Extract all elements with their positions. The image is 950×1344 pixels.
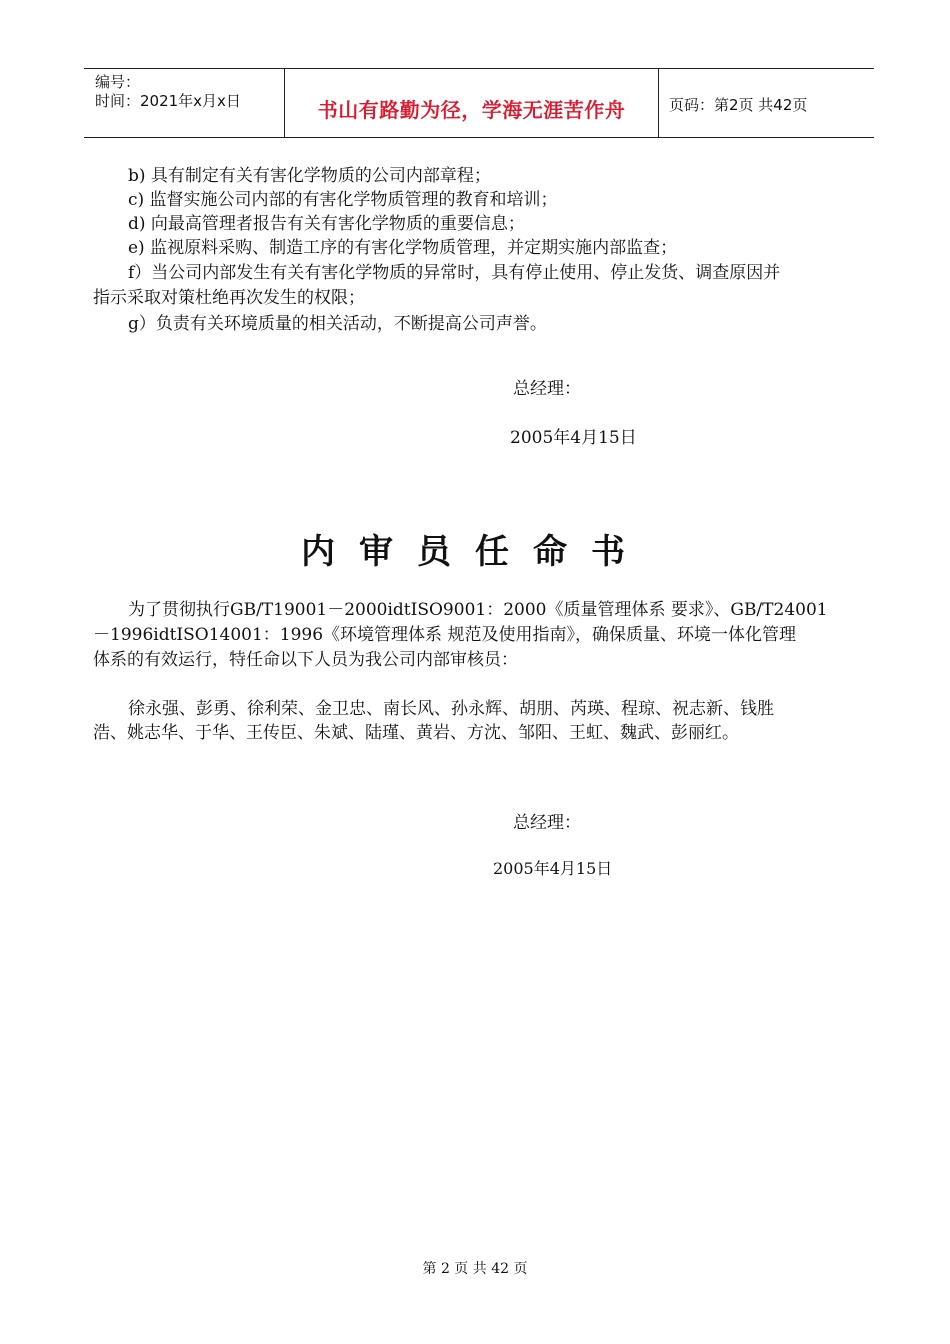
signature-title: 总经理： bbox=[513, 813, 581, 833]
page-footer: 第 2 页 共 42 页 bbox=[422, 1261, 528, 1277]
document-time-label: 时间：2021年x月x日 bbox=[95, 92, 241, 110]
responsibility-item-d: d) 向最高管理者报告有关有害化学物质的重要信息； bbox=[128, 214, 525, 234]
responsibility-item-g: g）负责有关环境质量的相关活动，不断提高公司声誉。 bbox=[128, 314, 547, 334]
auditor-names-line: 浩、姚志华、于华、王传臣、朱斌、陆瑾、黄岩、方沈、邹阳、王虹、魏武、彭丽红。 bbox=[93, 723, 739, 743]
appointment-paragraph-line: 为了贯彻执行GB/T19001－2000idtISO9001：2000《质量管理体系 要求》、GB/T24001 bbox=[128, 600, 828, 620]
responsibility-item-f-continued: 指示采取对策杜绝再次发生的权限； bbox=[93, 288, 365, 308]
header-meta-cell bbox=[84, 69, 285, 137]
appointment-title: 内审员任命书 bbox=[301, 532, 649, 572]
responsibility-item-e: e) 监视原料采购、制造工序的有害化学物质管理，并定期实施内部监查； bbox=[128, 238, 678, 258]
appointment-paragraph-line: －1996idtISO14001：1996《环境管理体系 规范及使用指南》，确保质量、环境一体化管理 bbox=[93, 625, 796, 645]
header-motto-cell bbox=[285, 69, 659, 137]
responsibility-item-f: f）当公司内部发生有关有害化学物质的异常时，具有停止使用、停止发货、调查原因并 bbox=[128, 263, 781, 283]
signature-date: 2005年4月15日 bbox=[510, 428, 637, 448]
signature-date: 2005年4月15日 bbox=[493, 859, 613, 878]
document-number-label: 编号： bbox=[95, 73, 141, 91]
appointment-paragraph-line: 体系的有效运行，特任命以下人员为我公司内部审核员： bbox=[93, 650, 518, 670]
header-page-number: 页码：第2页 共42页 bbox=[669, 96, 808, 114]
header-motto: 书山有路勤为径，学海无涯苦作舟 bbox=[317, 98, 626, 122]
signature-title: 总经理： bbox=[513, 379, 581, 399]
page-header bbox=[84, 68, 874, 138]
header-page-cell bbox=[659, 69, 874, 137]
auditor-names-line: 徐永强、彭勇、徐利荣、金卫忠、南长风、孙永辉、胡朋、芮瑛、程琼、祝志新、钱胜 bbox=[128, 699, 774, 719]
responsibility-item-c: c) 监督实施公司内部的有害化学物质管理的教育和培训； bbox=[128, 190, 558, 210]
responsibility-item-b: b) 具有制定有关有害化学物质的公司内部章程； bbox=[128, 166, 491, 186]
